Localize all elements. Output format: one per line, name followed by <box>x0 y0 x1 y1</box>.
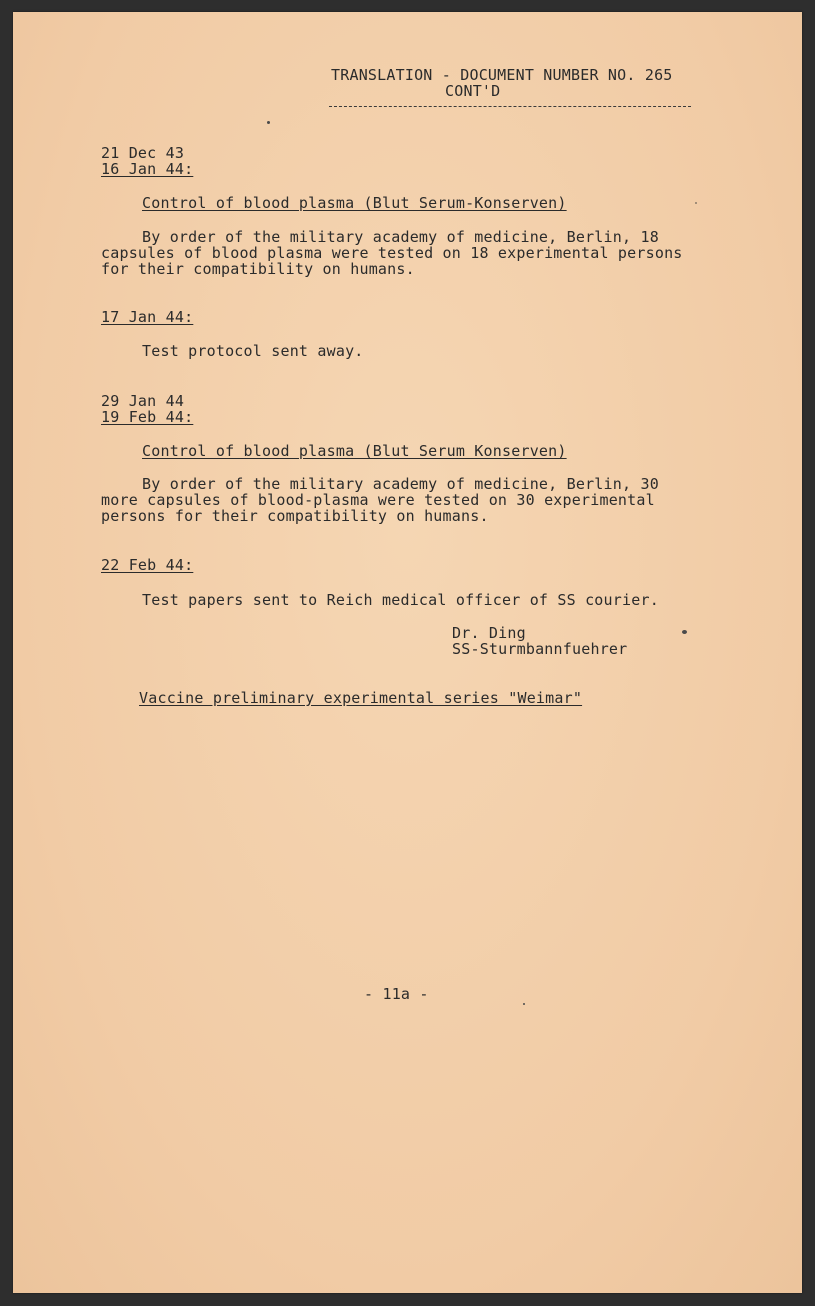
entry-3-body-line-2: more capsules of blood-plasma were tested on 30 experimental <box>101 491 655 509</box>
ink-speck <box>682 630 687 634</box>
ink-speck <box>523 1003 525 1005</box>
entry-4-date: 22 Feb 44: <box>101 556 194 574</box>
page-number: - 11a - <box>364 985 429 1003</box>
entry-3-body-line-1: By order of the military academy of medicine, Berlin, 30 <box>142 475 659 493</box>
entry-2-date: 17 Jan 44: <box>101 308 194 326</box>
entry-1-body-line-3: for their compatibility on humans. <box>101 260 415 278</box>
document-page <box>13 12 802 1293</box>
header-rule <box>329 106 691 107</box>
signature-name: Dr. Ding <box>452 624 526 642</box>
entry-1-date-start: 21 Dec 43 <box>101 144 185 162</box>
signature-rank: SS-Sturmbannfuehrer <box>452 640 628 658</box>
entry-3-body-line-3: persons for their compatibility on humans. <box>101 507 489 525</box>
entry-1-body-line-2: capsules of blood plasma were tested on 18 experimental persons <box>101 244 683 262</box>
entry-1-heading: Control of blood plasma (Blut Serum-Konserven) <box>142 194 567 212</box>
entry-1-body-line-1: By order of the military academy of medicine, Berlin, 18 <box>142 228 659 246</box>
ink-speck <box>695 202 697 204</box>
entry-3-date-end: 19 Feb 44: <box>101 408 194 426</box>
document-title: TRANSLATION - DOCUMENT NUMBER NO. 265 <box>331 66 673 84</box>
entry-4-body-line-1: Test papers sent to Reich medical officer of SS courier. <box>142 591 659 609</box>
entry-3-date-start: 29 Jan 44 <box>101 392 185 410</box>
entry-3-heading: Control of blood plasma (Blut Serum Konserven) <box>142 442 567 460</box>
ink-speck <box>267 121 270 124</box>
vaccine-series-heading: Vaccine preliminary experimental series "Weimar" <box>139 689 583 707</box>
document-subtitle: CONT'D <box>445 82 501 100</box>
entry-2-body-line-1: Test protocol sent away. <box>142 342 364 360</box>
entry-1-date-end: 16 Jan 44: <box>101 160 194 178</box>
